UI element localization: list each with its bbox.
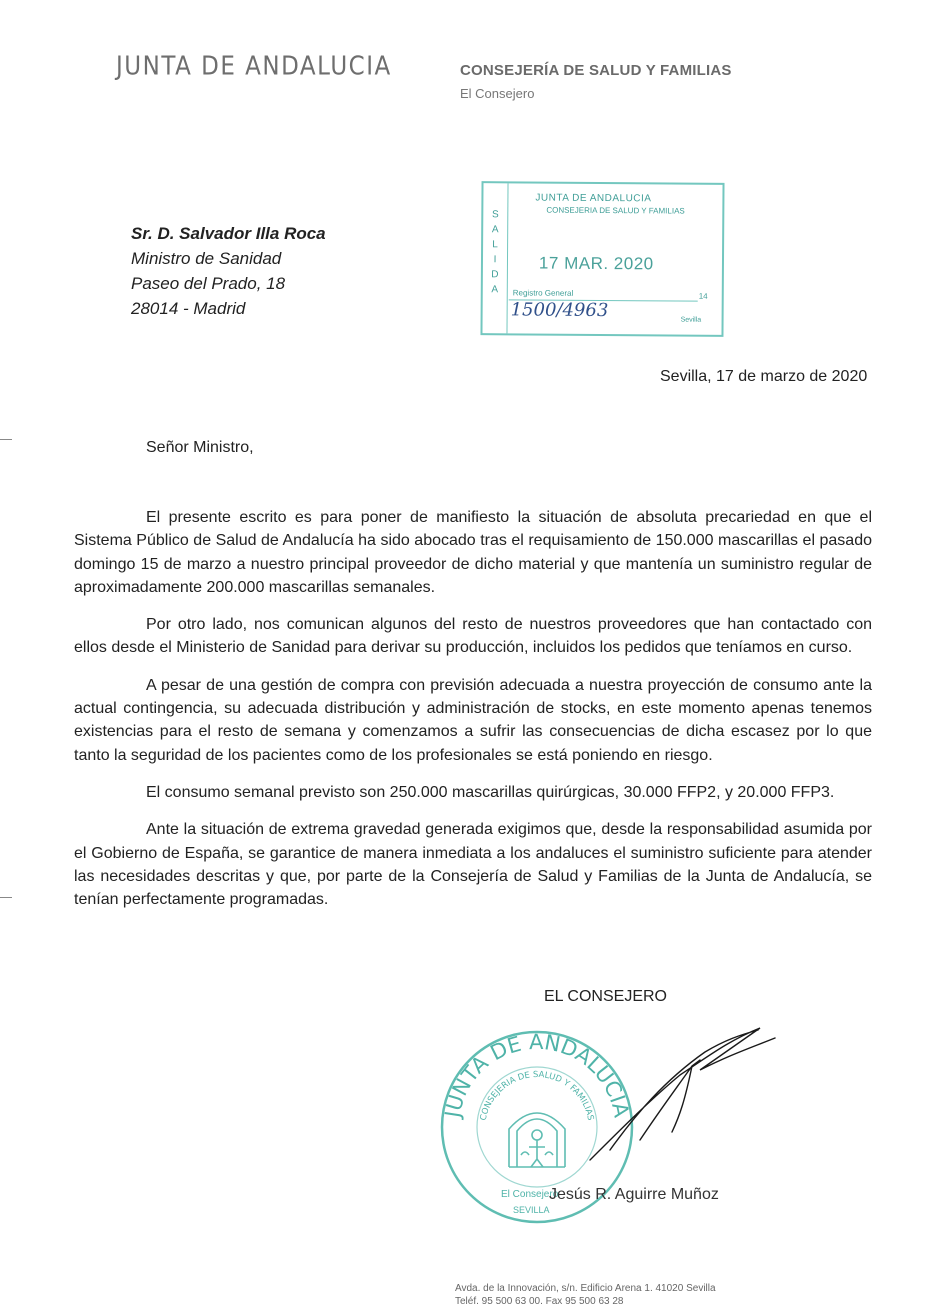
seal-inner-text: CONSEJERIA DE SALUD Y FAMILIAS <box>478 1069 596 1122</box>
letterhead-logo: JUNTA DE ANDALUCIA <box>116 52 392 82</box>
margin-mark <box>0 897 12 898</box>
signer-name: Jesús R. Aguirre Muñoz <box>549 1186 719 1203</box>
body-paragraph: Por otro lado, nos comunican algunos del resto de nuestros proveedores que han contactado con ellos desde el Ministerio de Sanidad para derivar su producción, incluidos los pedidos que teníamos en curso. <box>74 616 872 657</box>
stamp-header: JUNTA DE ANDALUCIA <box>535 192 652 205</box>
closing-role: EL CONSEJERO <box>544 988 667 1005</box>
recipient-title: Ministro de Sanidad <box>131 249 282 268</box>
stamp-subheader: CONSEJERIA DE SALUD Y FAMILIAS <box>546 205 685 216</box>
seal-office: El Consejero <box>501 1189 559 1200</box>
margin-mark <box>0 439 12 440</box>
stamp-box-number: 14 <box>698 291 708 301</box>
recipient-city: 28014 - Madrid <box>131 299 246 318</box>
registry-stamp <box>480 181 724 337</box>
body-paragraph: Ante la situación de extrema gravedad generada exigimos que, desde la responsabilidad asumida por el Gobierno de España, se garantice de manera inmediata a los andaluces el suministro suficiente para atender las necesidades descritas y que, por parte de la Consejería de Salud y Familias de la Junta de Andalucía, se tenían perfectamente programadas. <box>74 821 872 909</box>
letter-body <box>74 506 872 925</box>
footer-phone: Teléf. 95 500 63 00. Fax 95 500 63 28 <box>455 1296 624 1307</box>
office-name: El Consejero <box>460 86 535 101</box>
body-paragraph: El consumo semanal previsto son 250.000 mascarillas quirúrgicas, 30.000 FFP2, y 20.000 FFP3. <box>146 783 835 801</box>
coat-of-arms-icon <box>509 1113 565 1167</box>
recipient-name: Sr. D. Salvador Illa Roca <box>131 224 326 243</box>
body-paragraph: A pesar de una gestión de compra con previsión adecuada a nuestra proyección de consumo ante la actual contingencia, su adecuada distribución y administración de stocks, en este momento apenas tenemos existencias para el resto de semana y comenzamos a sufrir las consecuencias de dicha escasez por lo que tanto la seguridad de los pacientes como de los profesionales se está poniendo en riesgo. <box>74 676 872 764</box>
seal-city: SEVILLA <box>513 1205 550 1215</box>
stamp-city: Sevilla <box>680 316 702 324</box>
footer-street: Avda. de la Innovación, s/n. Edificio Arena 1. 41020 Sevilla <box>455 1283 716 1294</box>
recipient-street: Paseo del Prado, 18 <box>131 274 286 293</box>
stamp-date: 17 MAR. 2020 <box>538 253 654 274</box>
department-name: CONSEJERÍA DE SALUD Y FAMILIAS <box>460 62 732 79</box>
body-paragraph: El presente escrito es para poner de manifiesto la situación de absoluta precariedad en que el Sistema Público de Salud de Andalucía ha sido abocado tras el requisamiento de 150.000 mascarillas el pasado domingo 15 de marzo a nuestro principal proveedor de dicho material y que mantenía un suministro regular de aproximadamente 200.000 mascarillas semanales. <box>74 509 872 596</box>
letter-date: Sevilla, 17 de marzo de 2020 <box>660 368 868 385</box>
stamp-register-label: Registro General <box>512 288 574 298</box>
stamp-side-label: S A L I D A <box>491 209 499 296</box>
stamp-register-number: 1500/4963 <box>510 299 609 322</box>
recipient-address <box>131 221 326 321</box>
footer-address <box>455 1282 716 1308</box>
handwritten-signature <box>580 1020 790 1175</box>
salutation: Señor Ministro, <box>146 439 254 456</box>
seal-outer-text: JUNTA DE ANDALUCIA <box>440 1029 634 1120</box>
